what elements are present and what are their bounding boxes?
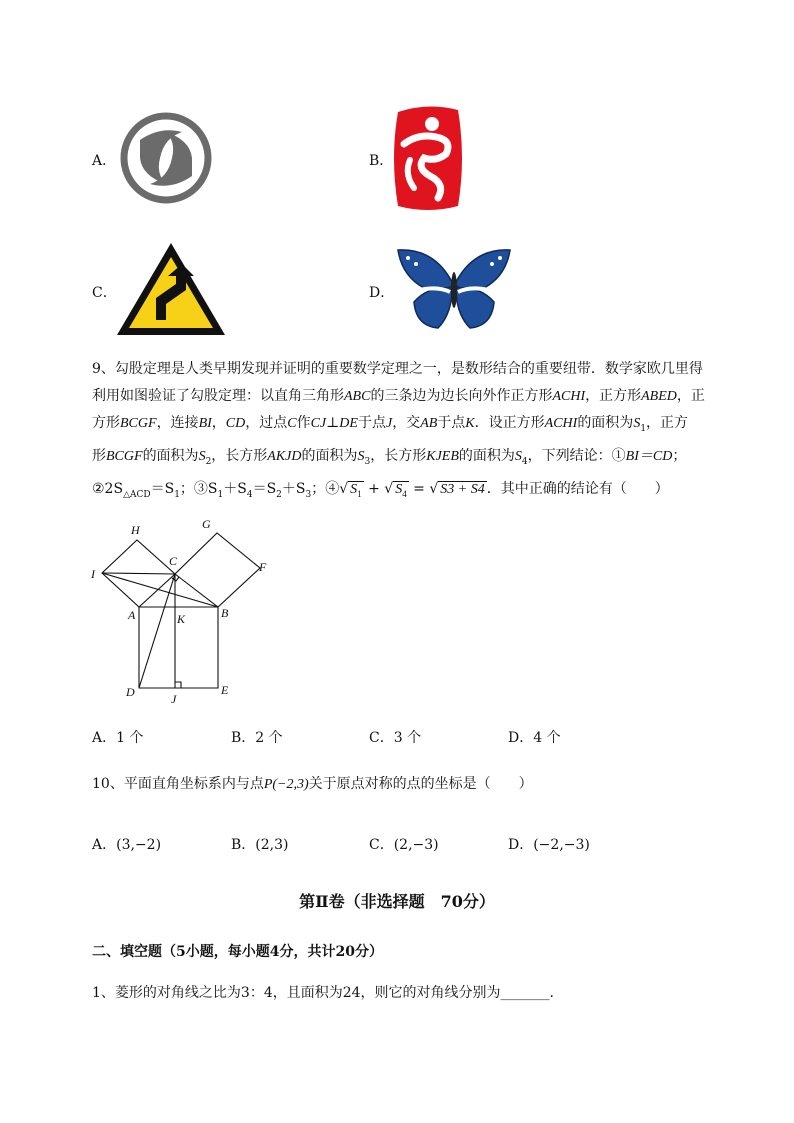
subscript: 1 bbox=[640, 423, 647, 434]
math-bi-eq-cd: BI＝CD bbox=[625, 448, 673, 464]
math-achi: ACHI bbox=[544, 416, 578, 431]
subscript: 2 bbox=[276, 489, 282, 500]
subscript: 1 bbox=[174, 489, 180, 500]
text: 于点 bbox=[357, 415, 386, 431]
math-point-p: P(−2,3) bbox=[263, 777, 309, 792]
q9-text bbox=[92, 356, 712, 508]
text: ．设正方形 bbox=[474, 415, 545, 431]
text: ，过点 bbox=[245, 415, 288, 431]
label-d: D bbox=[126, 685, 135, 699]
math-ab: AB bbox=[420, 416, 438, 431]
part2-title: 第Ⅱ卷（非选择题 70分） bbox=[299, 892, 495, 911]
text: ，连接 bbox=[156, 415, 199, 431]
text: ，正方 bbox=[646, 415, 689, 431]
math-j: J bbox=[385, 416, 393, 431]
label-k: K bbox=[177, 612, 186, 626]
label-c: C bbox=[169, 554, 178, 568]
q9-line-1 bbox=[92, 356, 712, 383]
text: ，长方形 bbox=[370, 447, 427, 464]
text: ＝S bbox=[150, 480, 175, 497]
subscript: 2 bbox=[205, 456, 212, 467]
text: 方形 bbox=[92, 415, 120, 431]
text: ＋S bbox=[281, 480, 306, 497]
subscript: 4 bbox=[246, 489, 253, 500]
text: ＝S bbox=[252, 480, 277, 497]
subscript: △ACD bbox=[123, 489, 151, 500]
math-kjeb: KJEB bbox=[426, 448, 459, 464]
label-a: A bbox=[128, 608, 136, 622]
text: 的面积为 bbox=[458, 447, 515, 464]
text: ．其中正确的结论有（ ） bbox=[486, 480, 669, 497]
text: 关于原点对称的点的坐标是（ ） bbox=[308, 776, 533, 792]
beijing-olympic-seal-icon bbox=[390, 102, 466, 214]
text: 利用如图验证了勾股定理：以直角三角形 bbox=[92, 388, 344, 404]
dongfeng-logo-icon bbox=[120, 112, 212, 204]
label-f: F bbox=[259, 560, 267, 574]
text: 于点 bbox=[437, 415, 466, 431]
math-k: K bbox=[465, 416, 475, 431]
q9-option-b[interactable]: B．2 个 bbox=[231, 730, 283, 746]
text: ，正 bbox=[676, 388, 705, 404]
math-cd: CD bbox=[225, 416, 246, 431]
label-h: H bbox=[131, 523, 140, 537]
label-b: B bbox=[221, 606, 229, 620]
math-abed: ABED bbox=[641, 389, 677, 404]
math-achi: ACHI bbox=[552, 389, 586, 404]
q10-option-a[interactable]: A．(3,−2) bbox=[92, 837, 162, 853]
q9-line-3 bbox=[92, 410, 712, 443]
q9-number: 9、 bbox=[92, 361, 115, 377]
text: 的面积为 bbox=[301, 447, 358, 464]
math-s: S bbox=[198, 448, 206, 464]
q10-option-c[interactable]: C．(2,−3) bbox=[369, 837, 439, 853]
math-bi: BI bbox=[198, 416, 212, 431]
math-bcgf: BCGF bbox=[106, 448, 143, 464]
label-g: G bbox=[202, 517, 211, 531]
q9-line1-text: 勾股定理是人类早期发现并证明的重要数学定理之一，是数形结合的重要纽带．数学家欧几里得 bbox=[114, 361, 703, 377]
subscript: 4 bbox=[521, 456, 528, 467]
butterfly-icon bbox=[394, 246, 514, 330]
math-s: S bbox=[633, 416, 641, 431]
q9-line-4 bbox=[92, 443, 712, 476]
sqrt-expression: √ $S_1$ + √ $S_4$ = √ S3 + S4 bbox=[339, 480, 485, 499]
q9-geometry-diagram bbox=[88, 512, 278, 708]
fill-question-1: 1、菱形的对角线之比为3：4，且面积为24，则它的对角线分别为_______. bbox=[92, 985, 554, 1001]
math-akjd: AKJD bbox=[267, 448, 302, 464]
q10-option-b[interactable]: B．(2,3) bbox=[231, 837, 289, 853]
text: ； bbox=[672, 447, 687, 464]
math-cj-perp-de: CJ⊥DE bbox=[310, 416, 358, 431]
math-abc: ABC bbox=[344, 389, 371, 404]
label-e: E bbox=[221, 683, 229, 697]
math-s: S bbox=[357, 448, 365, 464]
text: 形 bbox=[92, 447, 106, 464]
math-c: C bbox=[287, 416, 297, 431]
q9-option-c[interactable]: C．3 个 bbox=[369, 730, 422, 746]
q8-option-b-label: B． bbox=[369, 153, 394, 169]
section-heading: 二、填空题（5小题，每小题4分，共计20分） bbox=[92, 944, 383, 960]
label-j: J bbox=[171, 692, 177, 706]
sharp-turn-warning-sign-icon bbox=[114, 240, 228, 338]
q10-number: 10、 bbox=[92, 776, 124, 792]
text: ，下列结论：① bbox=[527, 447, 626, 464]
q8-option-d-label: D． bbox=[369, 285, 395, 301]
text: 的三条边为边长向外作正方形 bbox=[370, 388, 553, 404]
q9-option-a[interactable]: A．1 个 bbox=[92, 730, 144, 746]
text: 平面直角坐标系内与点 bbox=[123, 776, 264, 792]
text: ＋S bbox=[223, 480, 247, 497]
q9-line-2 bbox=[92, 383, 712, 410]
q10-text bbox=[92, 771, 533, 798]
text: ，交 bbox=[392, 415, 421, 431]
q8-option-a-label: A． bbox=[92, 153, 117, 169]
subscript: 1 bbox=[217, 489, 224, 500]
subscript: 3 bbox=[364, 456, 371, 467]
q10-option-d[interactable]: D．(−2,−3) bbox=[508, 837, 590, 853]
text: 的面积为 bbox=[142, 447, 199, 464]
text: ；④ bbox=[311, 480, 340, 497]
text: 作 bbox=[296, 415, 311, 431]
text: ， bbox=[211, 415, 226, 431]
q9-line-5 bbox=[92, 476, 712, 509]
q9-option-d[interactable]: D．4 个 bbox=[508, 730, 561, 746]
text: ，正方形 bbox=[585, 388, 642, 404]
sqrt-s3-s4: S3 + S4 bbox=[440, 481, 485, 497]
subscript: 3 bbox=[305, 489, 312, 500]
text: ②2S bbox=[92, 480, 124, 497]
text: ；③S bbox=[179, 480, 218, 497]
text: ，长方形 bbox=[211, 447, 268, 464]
text: 的面积为 bbox=[577, 415, 634, 431]
math-bcgf: BCGF bbox=[120, 416, 157, 431]
math-s: S bbox=[514, 448, 522, 464]
label-i: I bbox=[91, 567, 95, 581]
q8-option-c-label: C． bbox=[92, 285, 117, 301]
